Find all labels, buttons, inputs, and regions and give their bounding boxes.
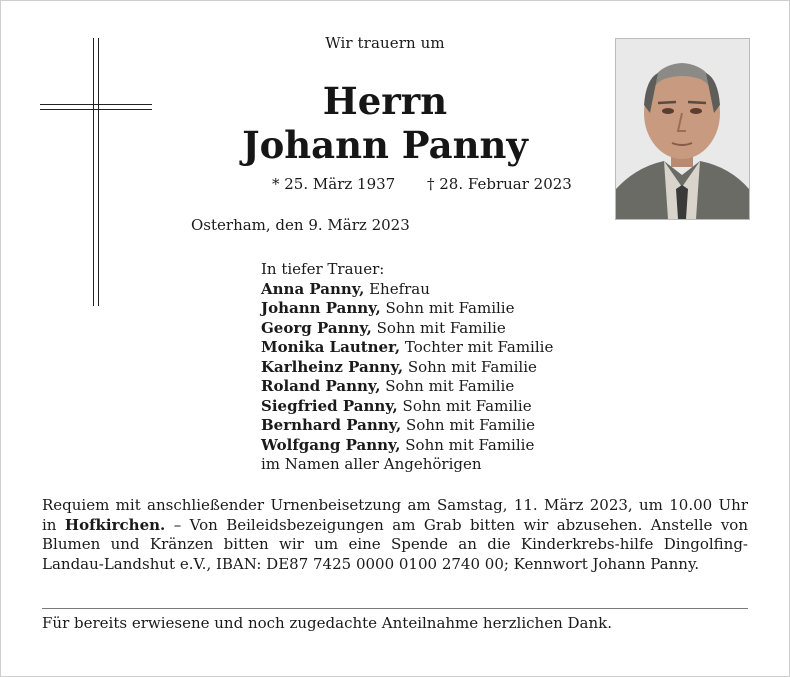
cross-icon	[40, 38, 152, 308]
mourner-row	[261, 338, 553, 358]
mourner-name: Johann Panny,	[261, 299, 381, 317]
mourner-row	[261, 377, 553, 397]
mourner-row	[261, 319, 553, 339]
announcement-part1: Requiem mit anschließender Urnenbeisetzung am Samstag, 11. März 2023, um 10.00 Uhr in	[42, 496, 748, 534]
mourner-name: Siegfried Panny,	[261, 396, 398, 415]
mourners-list	[261, 260, 553, 475]
mourner-row	[261, 358, 553, 378]
announcement-location: Hofkirchen.	[64, 515, 166, 534]
portrait-photo	[615, 38, 750, 220]
mourner-row	[261, 299, 553, 319]
birth-date: * 25. März 1937	[272, 175, 396, 193]
mourner-relation: Ehefrau	[364, 279, 430, 298]
place-date: Osterham, den 9. März 2023	[191, 216, 410, 234]
mourner-name: Anna Panny,	[261, 279, 365, 298]
mourner-relation: Sohn mit Familie	[371, 318, 506, 337]
thanks-text: Für bereits erwiesene und noch zugedachte Anteilnahme herzlichen Dank.	[42, 614, 612, 632]
salutation: Herrn	[322, 79, 448, 123]
divider	[42, 608, 748, 609]
mourner-relation: Tochter mit Familie	[400, 338, 554, 356]
mourner-name: Bernhard Panny,	[261, 416, 402, 434]
mourner-row	[261, 416, 553, 436]
mourner-relation: Sohn mit Familie	[401, 416, 535, 434]
mourner-row	[261, 436, 553, 456]
mourner-name: Roland Panny,	[261, 377, 381, 395]
deceased-name: Johann Panny	[242, 123, 528, 167]
mourner-name: Wolfgang Panny,	[261, 435, 401, 454]
mourner-relation: Sohn mit Familie	[400, 435, 535, 454]
mourners-heading: In tiefer Trauer:	[261, 260, 385, 278]
mourner-relation: Sohn mit Familie	[380, 299, 515, 317]
announcement-text	[42, 496, 748, 574]
mourner-relation: Sohn mit Familie	[380, 377, 515, 395]
intro-text: Wir trauern um	[325, 34, 445, 52]
mourners-closing: im Namen aller Angehörigen	[261, 455, 482, 473]
mourner-relation: Sohn mit Familie	[397, 396, 532, 415]
mourner-name: Georg Panny,	[261, 318, 372, 337]
mourner-relation: Sohn mit Familie	[403, 357, 537, 376]
mourner-row	[261, 397, 553, 417]
death-date: † 28. Februar 2023	[427, 175, 572, 193]
mourner-name: Karlheinz Panny,	[261, 357, 404, 376]
announcement-part2: – Von Beileidsbezeigungen am Grab bitten wir abzusehen. Anstelle von Blumen und Kränzen bitten wir um eine Spende an die Kinderkrebs-hilfe Dingolfing-Landau-Landshut e.V., IBAN: DE87 7425 0000 0100 2740 00; Kennwort Johann Panny.	[42, 515, 748, 573]
mourner-name: Monika Lautner,	[261, 338, 401, 356]
mourner-row	[261, 280, 553, 300]
